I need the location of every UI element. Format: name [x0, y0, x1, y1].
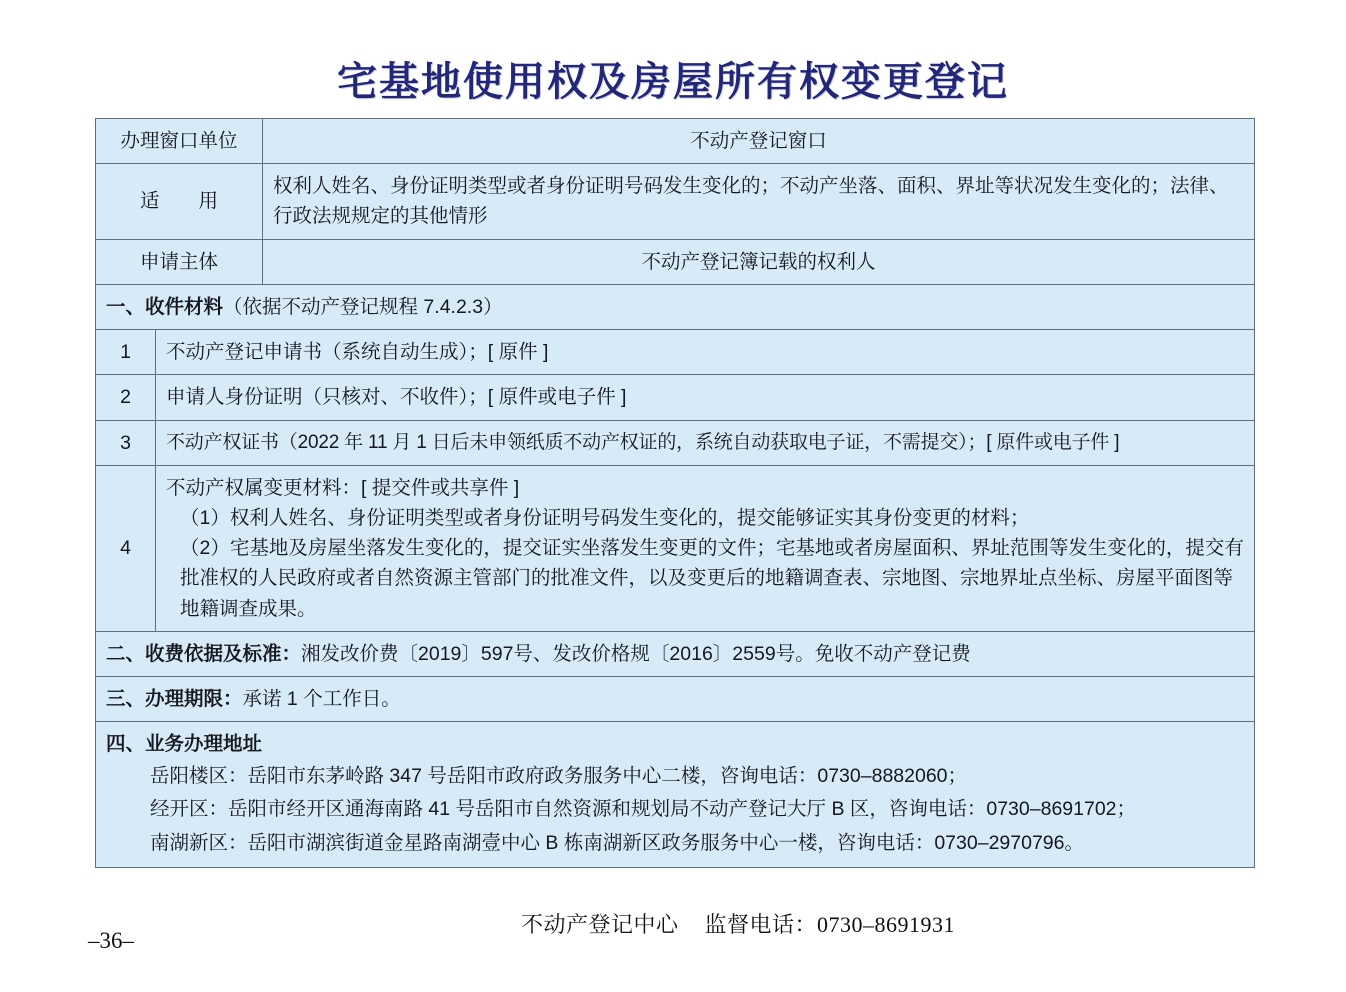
table-row-applicable — [96, 164, 1255, 239]
table-row-material-2 — [96, 375, 1255, 420]
section-three-heading: 三、办理期限： — [106, 688, 243, 711]
footer-center-name: 不动产登记中心 — [520, 912, 679, 937]
material-2-text: 申请人身份证明（只核对、不收件）；[ 原件或电子件 ] — [156, 375, 1255, 420]
material-4-text — [156, 465, 1255, 631]
table-row-fees — [96, 631, 1255, 676]
section-one-heading — [96, 284, 1255, 329]
registration-form-table — [95, 118, 1255, 868]
section-one-heading-rest: （依据不动产登记规程 7.4.2.3） — [223, 295, 503, 318]
applicant-subject-label: 申请主体 — [96, 239, 263, 284]
address-line-yueyanglou: 岳阳楼区：岳阳市东茅岭路 347 号岳阳市政府政务服务中心二楼，咨询电话：0730–8882060； — [150, 764, 968, 787]
section-four — [96, 722, 1255, 868]
material-1-text: 不动产登记申请书（系统自动生成）；[ 原件 ] — [156, 330, 1255, 375]
section-two — [96, 631, 1255, 676]
footer-note — [0, 908, 1346, 939]
material-4-number: 4 — [96, 465, 156, 631]
footer-supervision-phone: 0730–8691931 — [817, 912, 956, 937]
window-unit-value: 不动产登记窗口 — [263, 119, 1255, 164]
section-one-heading-bold: 一、收件材料 — [106, 295, 224, 318]
table-row-material-1 — [96, 330, 1255, 375]
material-3-text: 不动产权证书（2022 年 11 月 1 日后未申领纸质不动产权证的，系统自动获取电子证，不需提交）；[ 原件或电子件 ] — [156, 420, 1255, 465]
material-4-line-2: （1）权利人姓名、身份证明类型或者身份证明号码发生变化的，提交能够证实其身份变更的材料； — [180, 506, 1030, 529]
section-heading-materials — [96, 284, 1255, 329]
footer-supervision-label: 监督电话： — [704, 912, 818, 937]
table-row-deadline — [96, 677, 1255, 722]
address-line-jingkaiqu: 经开区：岳阳市经开区通海南路 41 号岳阳市自然资源和规划局不动产登记大厅 B 区，咨询电话：0730–8691702； — [150, 798, 1137, 821]
window-unit-label: 办理窗口单位 — [96, 119, 263, 164]
material-1-number: 1 — [96, 330, 156, 375]
applicable-value: 权利人姓名、身份证明类型或者身份证明号码发生变化的；不动产坐落、面积、界址等状况发生变化的；法律、行政法规规定的其他情形 — [263, 164, 1255, 239]
material-3-number: 3 — [96, 420, 156, 465]
applicant-subject-value: 不动产登记簿记载的权利人 — [263, 239, 1255, 284]
material-2-number: 2 — [96, 375, 156, 420]
page-number: –36– — [88, 928, 134, 953]
material-4-line-3: （2）宅基地及房屋坐落发生变化的，提交证实坐落发生变更的文件；宅基地或者房屋面积、界址范围等发生变化的，提交有批准权的人民政府或者自然资源主管部门的批准文件，以及变更后的地籍调查表、宗地图、宗地界址点坐标、房屋平面图等地籍调查成果。 — [180, 537, 1244, 620]
table-row-window-unit — [96, 119, 1255, 164]
section-two-heading: 二、收费依据及标准： — [106, 642, 302, 665]
table-row-material-4 — [96, 465, 1255, 631]
table-row-material-3 — [96, 420, 1255, 465]
page-title: 宅基地使用权及房屋所有权变更登记 — [337, 59, 1009, 104]
section-three — [96, 677, 1255, 722]
applicable-label: 适 用 — [96, 164, 263, 239]
section-three-text: 承诺 1 个工作日。 — [242, 688, 401, 711]
section-four-heading: 四、业务办理地址 — [106, 733, 263, 756]
table-row-applicant-subject — [96, 239, 1255, 284]
material-4-line-1: 不动产权属变更材料：[ 提交件或共享件 ] — [166, 476, 520, 499]
section-two-text: 湘发改价费〔2019〕597号、发改价格规〔2016〕2559号。免收不动产登记费 — [301, 642, 971, 665]
address-line-nanhuxinqu: 南湖新区：岳阳市湖滨街道金星路南湖壹中心 B 栋南湖新区政务服务中心一楼，咨询电话：0730–2970796。 — [150, 831, 1084, 854]
table-row-addresses — [96, 722, 1255, 868]
